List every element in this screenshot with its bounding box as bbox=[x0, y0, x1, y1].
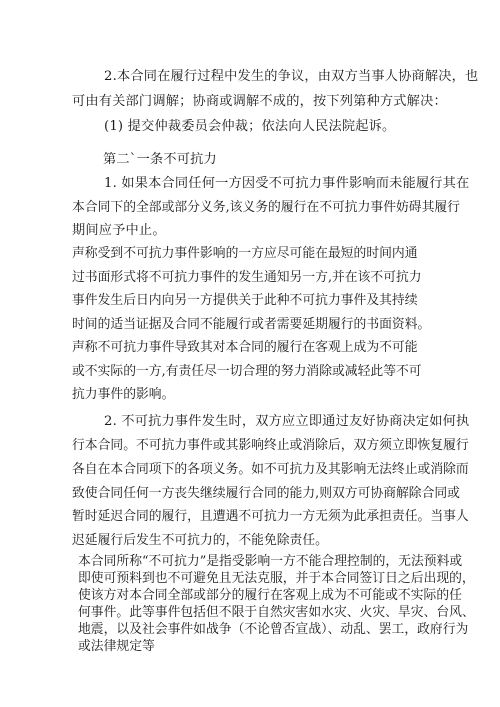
text-line: 迟延履行后发生不可抗力的，不能免除责任。 bbox=[72, 533, 328, 548]
text-line: 2. 不可抗力事件发生时，双方应立即通过友好协商决定如何执 bbox=[104, 414, 470, 429]
text-line: 地震，以及社会事件如战争（不论曾否宣战）、动乱、罢工，政府行为 bbox=[78, 622, 469, 637]
text-line: 或法律规定等 bbox=[78, 639, 155, 654]
text-line: 过书面形式将不可抗力事件的发生通知另一方,并在该不可抗力 bbox=[72, 270, 422, 285]
text-line: 时间的适当证据及合同不能履行或者需要延期履行的书面资料。 bbox=[72, 317, 431, 332]
text-line: 本合同所称“不可抗力”是指受影响一方不能合理控制的，无法预料或 bbox=[78, 554, 463, 569]
text-line: 何事件。此等事件包括但不限于自然灾害如水灾、火灾、旱灾、台风、 bbox=[78, 605, 475, 620]
text-line: 可由有关部门调解；协商或调解不成的，按下列第种方式解决： bbox=[72, 94, 447, 109]
text-line: 行本合同。不可抗力事件或其影响终止或消除后，双方须立即恢复履行 bbox=[72, 438, 469, 453]
section-title: 第二`一条不可抗力 bbox=[103, 152, 217, 167]
text-line: 声称不可抗力事件导致其对本合同的履行在客观上成为不可能 bbox=[72, 340, 418, 355]
text-line: 事件发生后日内向另一方提供关于此种不可抗力事件及其持续 bbox=[72, 293, 418, 308]
text-line: 致使合同任何一方丧失继续履行合同的能力,则双方可协商解除合同或 bbox=[72, 486, 460, 501]
text-line: 各自在本合同项下的各项义务。如不可抗力及其影响无法终止或消除而 bbox=[72, 462, 469, 477]
text-line: 本合同下的全部或部分义务,该义务的履行在不可抗力事件妨碍其履行 bbox=[72, 200, 460, 215]
text-line: 暂时延迟合同的履行，且遭遇不可抗力一方无须为此承担责任。当事人 bbox=[72, 509, 469, 524]
text-line: 或不实际的一方,有责任尽一切合理的努力消除或减轻此等不可 bbox=[72, 364, 422, 379]
text-line: 声称受到不可抗力事件影响的一方应尽可能在最短的时间内通 bbox=[72, 246, 418, 261]
text-line: 使该方对本合同全部或部分的履行在客观上成为不可能或不实际的任 bbox=[78, 588, 462, 603]
text-line: 期间应予中止。 bbox=[72, 223, 166, 238]
text-line: (1) 提交仲裁委员会仲裁；依法向人民法院起诉。 bbox=[104, 119, 396, 134]
text-line: 2.本合同在履行过程中发生的争议，由双方当事人协商解决，也 bbox=[104, 69, 479, 84]
text-line: 即使可预料到也不可避免且无法克服，并于本合同签订日之后出现的， bbox=[78, 571, 475, 586]
text-line: 1. 如果本合同任何一方因受不可抗力事件影响而未能履行其在 bbox=[104, 176, 470, 191]
text-line: 抗力事件的影响。 bbox=[72, 387, 175, 402]
